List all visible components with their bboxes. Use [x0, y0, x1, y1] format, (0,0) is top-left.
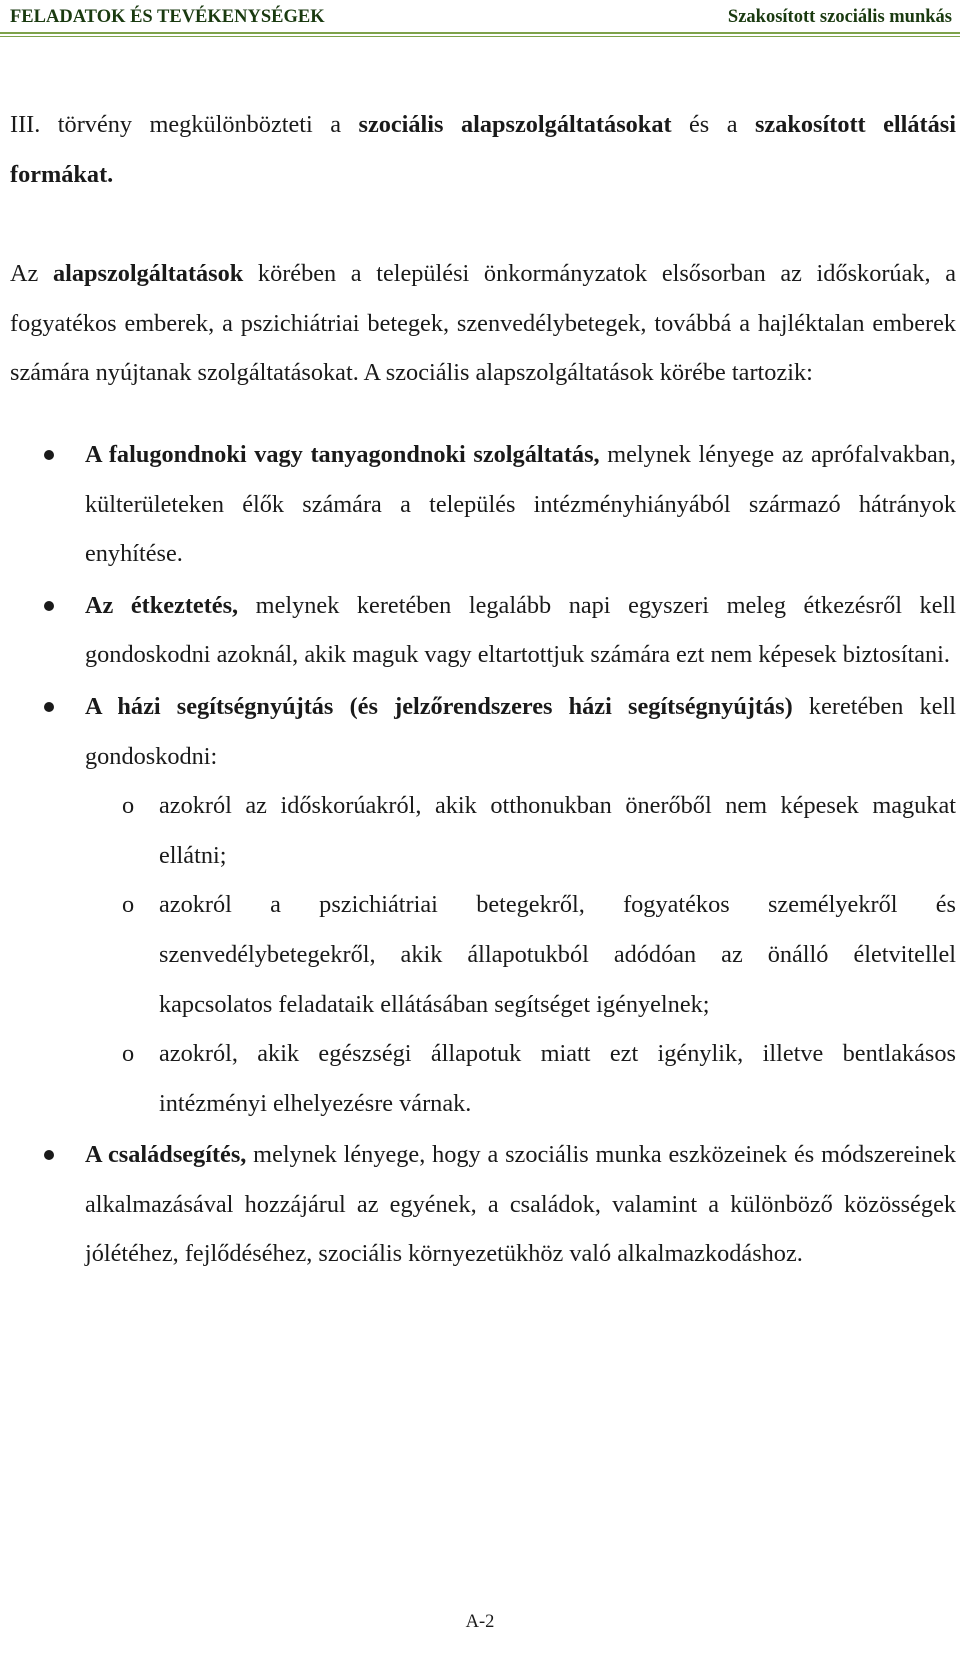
header-rule — [0, 32, 960, 34]
services-bullet-list — [10, 430, 956, 1279]
basic-bold: alapszolgáltatások — [52, 260, 244, 288]
list-item-text: melynek lényege, hogy a szociális munka eszközeinek és módszereinek alkalmazásával hozzájárul az egyének, a családok, valamint a különböző közösségek jólétéhez, fejlődéséhez, szociális környezetükhöz való alkalmazkodáshoz. — [85, 1141, 956, 1268]
sub-list-item — [85, 781, 956, 880]
list-item-text: keretében kell gondoskodni: — [85, 692, 956, 770]
intro-paragraph — [10, 100, 956, 199]
sub-list-item-text: azokról a pszichiátriai betegekről, fogyatékos személyekről és szenvedélybetegekről, akik állapotukból adódóan az önálló életvitellel kapcsolatos feladataik ellátásában segítséget igényelnek; — [159, 891, 956, 1018]
header-rule-thin — [0, 36, 960, 37]
intro-text-1: III. törvény megkülönbözteti a — [10, 111, 359, 138]
circle-bullet-icon: o — [122, 891, 135, 919]
list-item-title: A házi segítségnyújtás (és jelzőrendszeres házi segítségnyújtás) — [85, 692, 793, 720]
bullet-dot-icon — [44, 601, 54, 611]
list-item — [10, 1130, 956, 1279]
intro-bold-2: szakosított ellátási formákat. — [10, 111, 956, 188]
list-item — [10, 581, 956, 680]
circle-bullet-icon: o — [122, 792, 135, 820]
basic-text-1: Az — [10, 260, 53, 288]
list-item-text: melynek lényege az aprófalvakban, külterületeken élők számára a település intézményhiányából származó hátrányok enyhítése. — [85, 440, 956, 568]
bullet-dot-icon — [44, 1150, 54, 1160]
list-item — [10, 430, 956, 579]
header-document-title: Szakosított szociális munkás — [727, 6, 952, 27]
list-item-title: Az étkeztetés, — [85, 591, 239, 619]
list-item-title: A falugondnoki vagy tanyagondnoki szolgáltatás, — [85, 440, 600, 468]
basic-text-2: körében a települési önkormányzatok elsősorban az időskorúak, a fogyatékos emberek, a pszichiátriai betegek, szenvedélybetegek, továbbá a hajléktalan emberek számára nyújtanak szolgáltatásokat. A szociális alapszolgáltatások körébe tartozik: — [10, 260, 956, 387]
circle-bullet-icon: o — [122, 1040, 135, 1068]
basic-services-paragraph — [10, 249, 956, 398]
bullet-dot-icon — [44, 450, 54, 460]
list-item-text: melynek keretében legalább napi egyszeri meleg étkezésről kell gondoskodni azoknál, akik maguk vagy eltartottjuk számára ezt nem képesek biztosítani. — [85, 591, 956, 669]
list-item-title: A családsegítés, — [85, 1141, 247, 1169]
bullet-dot-icon — [44, 702, 54, 712]
sub-list-item — [85, 1029, 956, 1128]
list-item — [10, 682, 956, 1128]
sub-list-item — [85, 880, 956, 1029]
page-body — [10, 100, 956, 1279]
intro-text-2: és a — [671, 111, 755, 138]
intro-bold-1: szociális alapszolgáltatásokat — [358, 111, 672, 138]
running-header — [0, 0, 960, 34]
page-number: A-2 — [465, 1612, 495, 1632]
sub-list-item-text: azokról az időskorúakról, akik otthonukban önerőből nem képesek magukat ellátni; — [159, 792, 956, 869]
sub-list-item-text: azokról, akik egészségi állapotuk miatt ezt igénylik, illetve bentlakásos intézményi elhelyezésre várnak. — [159, 1040, 956, 1117]
header-section-title: FELADATOK ÉS TEVÉKENYSÉGEK — [10, 6, 325, 27]
